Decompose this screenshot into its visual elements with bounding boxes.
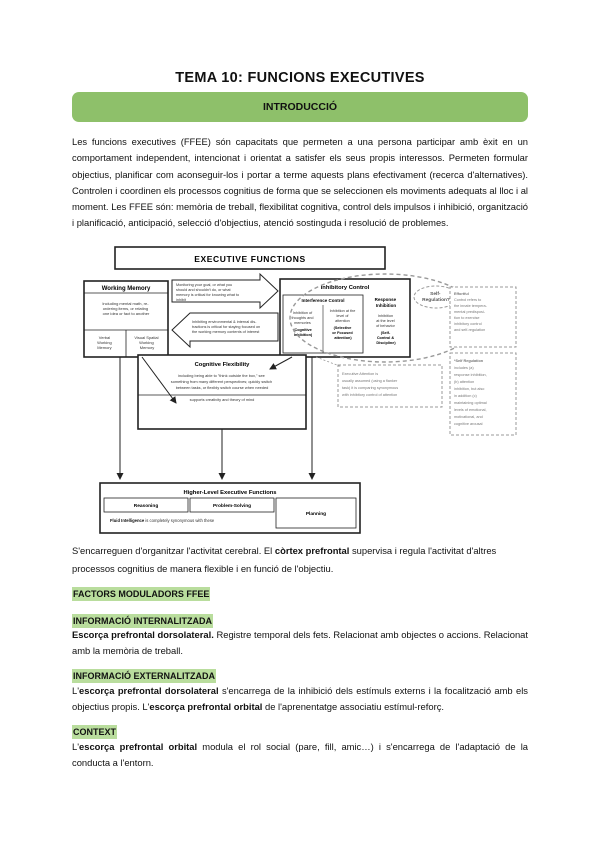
- section-header-introduccio: [72, 92, 528, 122]
- externalitzada-paragraph: [72, 683, 528, 715]
- wm-desc-line: ordering items, or relating: [102, 306, 149, 311]
- fluid-intelligence-label: Fluid Intelligence: [110, 518, 145, 523]
- verbal-wm-label: Working: [97, 340, 112, 345]
- inhib-attention-line: Inhibition at the: [329, 309, 356, 313]
- cortex-bold: còrtex prefrontal: [274, 545, 350, 556]
- response-detail-line: (Self-: [380, 331, 391, 335]
- inhib-thoughts-line: thoughts and: [291, 316, 314, 320]
- context-heading: CONTEXT: [73, 727, 117, 737]
- externalitzada-bold: escorça prefrontal dorsolateral: [79, 685, 219, 696]
- svg-text:Fluid Intelligence is complete: [110, 518, 215, 523]
- executive-attention-box: [338, 365, 442, 407]
- interference-control-label: Interference Control: [301, 298, 345, 303]
- wm-desc-line: one idea or fact to another: [102, 311, 150, 316]
- arrow-bottom-line: Inhibiting environmental & internal dis-: [192, 320, 257, 324]
- context-text: L': [72, 741, 80, 752]
- cogflex-desc-line: including being able to "think outside the box," see: [178, 373, 265, 378]
- cognitive-flexibility-title: Cognitive Flexibility: [194, 362, 250, 368]
- inhibitory-control-box: [280, 279, 410, 357]
- response-detail-line: at the level: [376, 319, 395, 323]
- arrow-bottom-line: tractions is critical for staying focused on: [192, 325, 261, 329]
- verbal-wm-label: Verbal: [98, 335, 111, 340]
- inhib-thoughts-line: Inhibition): [293, 333, 313, 337]
- cogflex-desc-line: between tasks, or flexibly switch course when needed: [175, 385, 269, 390]
- self-regulation-box: [450, 353, 516, 435]
- cortex-text-end: supervisa i regula l'activitat d'altres processos cognitius de manera flexible i en funció de l'objectiu.: [72, 545, 497, 574]
- context-text: modula el rol social (pare, fill, amic…) i s'encarrega de l'adaptació de la conducta a l'entorn.: [72, 741, 528, 768]
- page-title: TEMA 10: FUNCIONS EXECUTIVES: [175, 70, 425, 86]
- reasoning-label: Reasoning: [133, 504, 159, 509]
- context-paragraph: [72, 739, 528, 771]
- effortful-line: mental predisposi-: [454, 310, 486, 314]
- arrow-monitoring: [172, 274, 278, 308]
- higher-level-title: Higher-Level Executive Functions: [183, 490, 277, 496]
- self-reg-line: cognitive arousal: [454, 422, 483, 426]
- externalitzada-text: s'encarrega de la inhibició dels estímuls externs i la focalització amb els objectius propis. L': [72, 685, 528, 712]
- self-reg-line: in addition (c): [454, 394, 477, 398]
- visual-wm-label: Memory: [139, 345, 155, 350]
- inhibitory-control-title: Inhibitory Control: [320, 285, 370, 291]
- cognitive-flexibility-note: supports creativity and theory of mind: [189, 397, 255, 402]
- inhib-attention-line: or Focused: [332, 331, 353, 335]
- response-detail-line: Control &: [376, 336, 395, 340]
- effortful-control-box: [450, 287, 516, 347]
- svg-text:Inhibition of thoughts a: [291, 311, 314, 337]
- effortful-line: tion to exercise: [454, 316, 480, 320]
- inhib-thoughts-line: (Cognitive: [293, 328, 312, 332]
- self-reg-line: inhibition, but also: [454, 387, 485, 391]
- cortex-text: S'encarreguen d'organitzar l'activitat cerebral. El: [72, 545, 275, 556]
- arrow-top-line: memory is critical for knowing what to: [176, 293, 240, 297]
- exec-attention-line: usually assumed (using a flanker: [342, 379, 398, 383]
- planning-label: Planning: [305, 512, 327, 517]
- effortful-line: inhibitory control: [454, 322, 482, 326]
- effortful-line: Control refers to: [454, 298, 482, 302]
- self-reg-line: maintaining optimal: [454, 401, 487, 405]
- arrow-bottom-line: the working memory contents of interest: [192, 330, 260, 334]
- externalitzada-text: L': [72, 685, 80, 696]
- higher-level-ef-box: [100, 483, 360, 533]
- response-inhibition-label: Inhibition: [375, 303, 397, 308]
- self-reg-line: motivational, and: [454, 415, 483, 419]
- working-memory-title: Working Memory: [101, 286, 151, 292]
- effortful-line: and self-regulation: [454, 328, 486, 332]
- context-bold: escorça prefrontal orbital: [79, 741, 198, 752]
- arrow-top-line: inhibit: [176, 298, 186, 302]
- visual-wm-label: Visual Spatial: [134, 335, 159, 340]
- self-regulation-bubble-line: Self-: [430, 292, 441, 297]
- effortful-line: the innate tempera-: [454, 304, 487, 308]
- factors-heading: FACTORS MODULADORS FFEE: [73, 589, 210, 599]
- inhib-thoughts-line: memories: [294, 321, 311, 325]
- cogflex-desc-line: something from many different perspectives; quickly switch: [170, 379, 273, 384]
- effortful-line: Effortful: [454, 292, 469, 296]
- arrow-top-line: Monitoring your goal, or what you: [176, 283, 233, 287]
- self-reg-line: (b) attention: [454, 380, 475, 384]
- internalitzada-bold: Escorça prefrontal dorsolateral.: [72, 629, 214, 640]
- fluid-intelligence-rest: is completely synonymous with these: [144, 518, 215, 523]
- internalitzada-heading: INFORMACIÓ INTERNALITZADA: [73, 616, 212, 626]
- wm-desc-line: Including mental math, re-: [102, 301, 149, 306]
- visual-wm-label: Working: [139, 340, 154, 345]
- exec-attention-line: with inhibitory control of attention: [342, 393, 398, 397]
- externalitzada-heading: INFORMACIÓ EXTERNALITZADA: [73, 671, 215, 681]
- problem-solving-label: Problem-Solving: [212, 504, 252, 509]
- response-detail-line: Discipline): [376, 341, 396, 345]
- self-reg-line: includes (a): [454, 366, 474, 370]
- cognitive-flexibility-box: [138, 355, 306, 429]
- verbal-wm-label: Memory: [97, 345, 112, 350]
- response-detail-line: Inhibition: [377, 314, 394, 318]
- executive-functions-diagram: [80, 243, 522, 535]
- externalitzada-text: de l'aprenentatge associatiu estímul-reforç.: [262, 701, 444, 712]
- svg-text:Inhibiting environmental & int: [192, 320, 261, 334]
- exec-attention-line: Executive Attention is: [342, 372, 379, 376]
- inhib-attention-line: (Selective: [333, 326, 352, 330]
- self-reg-line: levels of emotional,: [454, 408, 487, 412]
- self-reg-line: response inhibition,: [454, 373, 487, 377]
- response-detail-line: of behavior: [376, 324, 395, 328]
- externalitzada-bold: escorça prefrontal orbital: [149, 701, 263, 712]
- arrow-inhibiting: [172, 313, 278, 347]
- self-regulation-bubble-line: Regulation?: [422, 298, 450, 303]
- internalitzada-paragraph: [72, 627, 528, 659]
- inhib-attention-line: attention: [335, 319, 350, 323]
- response-inhibition-label: Response: [374, 297, 397, 302]
- diagram-title: EXECUTIVE FUNCTIONS: [194, 254, 306, 264]
- self-reg-line: *Self Regulation: [454, 359, 484, 363]
- section-header-label: INTRODUCCIÓ: [262, 101, 338, 113]
- inhib-attention-line: level of: [336, 314, 349, 318]
- cortex-paragraph: [72, 542, 528, 578]
- inhib-attention-line: attention): [334, 336, 352, 340]
- svg-text:including being able to "think: [171, 373, 273, 390]
- inhib-thoughts-line: Inhibition of: [292, 311, 313, 315]
- arrow-top-line: should and shouldn't do, or what: [176, 288, 231, 292]
- working-memory-box: [84, 281, 168, 357]
- internalitzada-text: Registre temporal dels fets. Relacionat amb objectes o accions. Relacionat amb la memòria de treball.: [72, 629, 528, 656]
- svg-text:Response Inhibition: [375, 297, 398, 308]
- svg-text:Including mental math, re-: [102, 301, 150, 316]
- intro-paragraph: Les funcions executives (FFEE) són capacitats que permeten a una persona participar amb èxit en un comportament independent, intencionat i orientat a satisfer els seus propis interessos. Permeten formular objectius, planificar com aconseguir-los i portar a terme aquests plans efectivament (recerca d'alternatives). Controlen i coordinen els processos cognitius de forma que se seleccionen els moviments adequats al lloc i al moment. Les FFEE són: memòria de treball, flexibilitat cognitiva, control dels impulsos i inhibició, organització i planificació, anticipació, selecció d'objectius, atenció sostinguda i resolució de problemes.: [72, 136, 528, 229]
- exec-attention-line: task) it is comparing synonymous: [342, 386, 399, 390]
